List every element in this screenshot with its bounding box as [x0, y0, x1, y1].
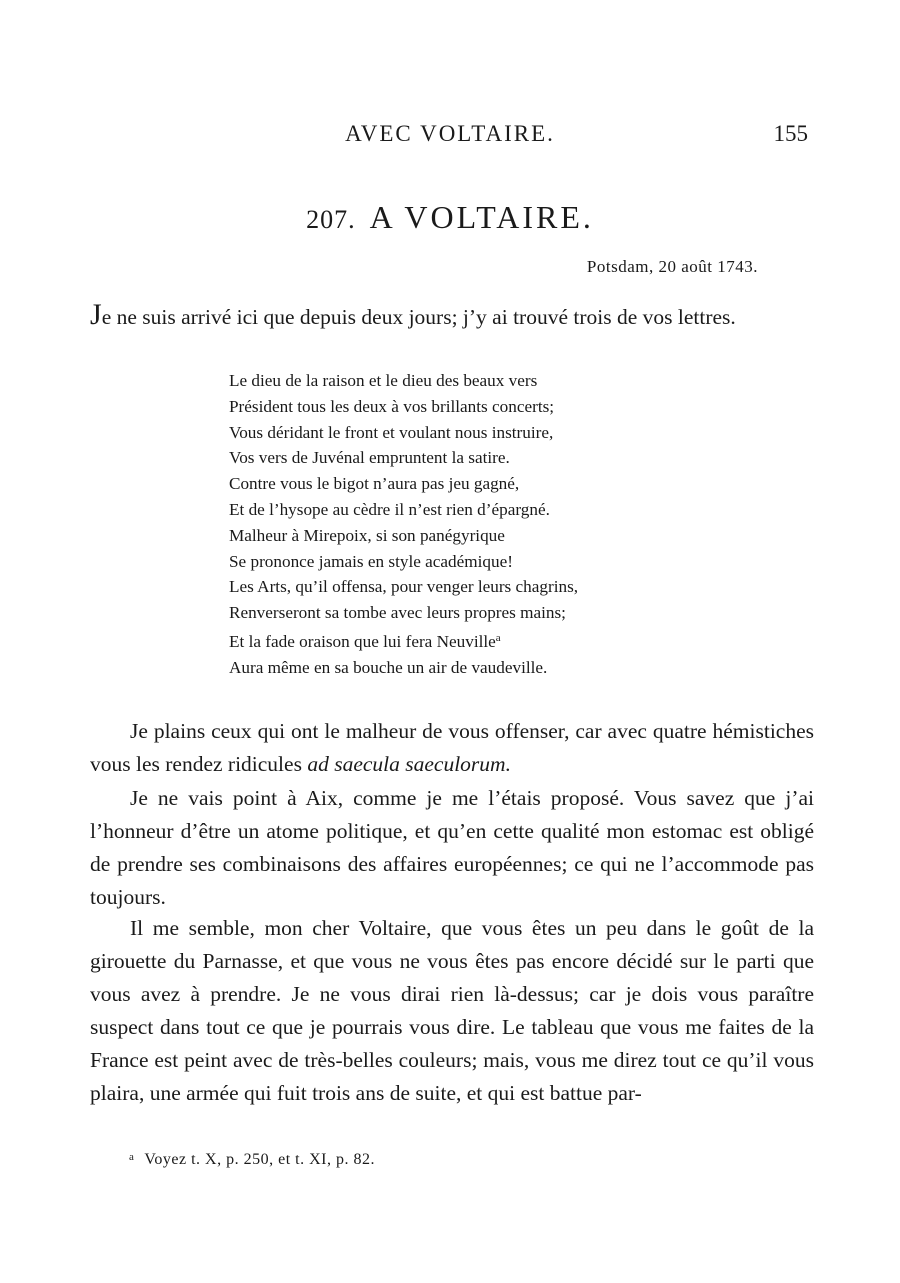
footnote-mark: a [129, 1151, 135, 1163]
verse-line: Président tous les deux à vos brillants concerts; [229, 396, 555, 416]
verse-line: Et la fade oraison que lui fera Neuville [229, 631, 496, 651]
opening-paragraph-text: e ne suis arrivé ici que depuis deux jours; j’y ai trouvé trois de vos lettres. [101, 305, 736, 329]
verse-line: Le dieu de la raison et le dieu des beaux vers [229, 371, 538, 390]
paragraph-2 [90, 715, 814, 781]
letter-number: 207. [306, 205, 356, 234]
letter-heading [0, 199, 900, 236]
verse-line-with-note [229, 626, 709, 655]
verse-line: Malheur à Mirepoix, si son panégyrique [229, 525, 505, 545]
verse-line: Renverseront sa tombe avec leurs propres mains; [229, 603, 566, 623]
verse-line: Les Arts, qu’il offensa, pour venger leurs chagrins, [229, 577, 579, 597]
paragraph-3: Je ne vais point à Aix, comme je me l’étais proposé. Vous savez que j’ai l’honneur d’être un atome politique, et qu’en cette qualité mon estomac est obligé de prendre ses combinaisons des affaires européennes; ce qui ne l’accommode pas toujours. [90, 786, 814, 909]
latin-phrase: ad saecula saeculorum. [307, 752, 511, 776]
opening-paragraph [90, 298, 814, 334]
verse-line: Et de l’hysope au cèdre il n’est rien d’épargné. [229, 499, 550, 519]
drop-cap: J [90, 298, 102, 331]
footnote-text: Voyez t. X, p. 250, et t. XI, p. 82. [144, 1151, 375, 1168]
running-head [0, 121, 900, 151]
page-number: 155 [773, 121, 808, 146]
verse-block [229, 368, 709, 681]
letter-title: A VOLTAIRE. [369, 199, 594, 235]
paragraph-2-text: Je plains ceux qui ont le malheur de vous offenser, car avec quatre hémistiches vous les rendez ridicules [90, 719, 814, 776]
running-title: AVEC VOLTAIRE. [345, 121, 555, 146]
verse-line: Contre vous le bigot n’aura pas jeu gagné, [229, 474, 520, 494]
footnote [129, 1151, 375, 1169]
footnote-reference: a [495, 631, 501, 644]
verse-line: Se prononce jamais en style académique! [229, 551, 513, 571]
verse-line: Vos vers de Juvénal empruntent la satire. [229, 448, 510, 468]
verse-line: Vous déridant le front et voulant nous instruire, [229, 422, 554, 442]
place-date: Potsdam, 20 août 1743. [586, 257, 758, 276]
verse-line: Aura même en sa bouche un air de vaudeville. [229, 657, 548, 677]
paragraph-4: Il me semble, mon cher Voltaire, que vous êtes un peu dans le goût de la girouette du Parnasse, et que vous ne vous êtes pas encore décidé sur le parti que vous avez à prendre. Je ne vous dirai rien là-dessus; car je dois vous paraître suspect dans tout ce que je pourrais vous dire. Le tableau que vous me faites de la France est peint avec de très-belles couleurs; mais, vous me direz tout ce qu’il vous plaira, une armée qui fuit trois ans de suite, et qui est battue par- [90, 916, 814, 1105]
